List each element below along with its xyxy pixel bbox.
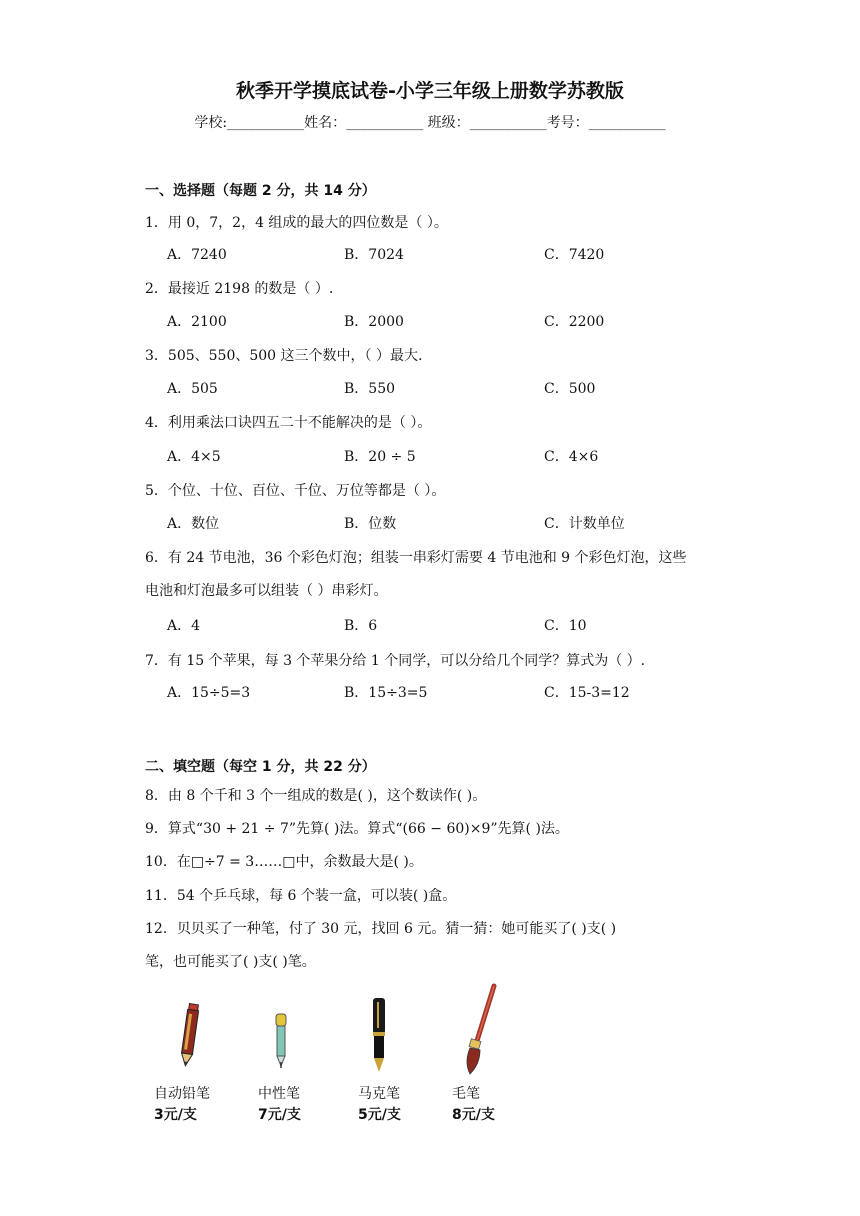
question-7-option-c: C．15-3=12 bbox=[544, 685, 630, 701]
pen-name-gel-pen: 中性笔 bbox=[258, 1086, 300, 1102]
pen-price-mechanical-pencil: 3元/支 bbox=[154, 1107, 197, 1123]
question-5-option-b: B．位数 bbox=[344, 516, 397, 532]
question-8: 8．由 8 个千和 3 个一组成的数是( )，这个数读作( )。 bbox=[145, 788, 487, 804]
pen-name-marker: 马克笔 bbox=[358, 1086, 400, 1102]
question-3-option-b: B．550 bbox=[344, 381, 396, 397]
brush-pen-icon bbox=[450, 982, 510, 1078]
question-12-line-2: 笔，也可能买了( )支( )笔。 bbox=[145, 954, 316, 970]
question-5-stem: 5．个位、十位、百位、千位、万位等都是（ ）。 bbox=[145, 483, 446, 499]
question-7-option-b: B．15÷3=5 bbox=[344, 685, 428, 701]
question-3-option-a: A．505 bbox=[167, 381, 218, 397]
question-6-stem: 6．有 24 节电池，36 个彩色灯泡；组装一串彩灯需要 4 节电池和 9 个彩色灯泡，这些 bbox=[145, 550, 687, 566]
marker-pen-icon bbox=[364, 996, 394, 1074]
question-4-option-a: A．4×5 bbox=[167, 449, 221, 465]
gel-pen-icon bbox=[266, 1012, 296, 1070]
question-6-option-a: A．4 bbox=[167, 618, 201, 634]
question-1-option-a: A．7240 bbox=[167, 247, 227, 263]
question-4-option-b: B．20 ÷ 5 bbox=[344, 449, 416, 465]
pen-price-gel-pen: 7元/支 bbox=[258, 1107, 301, 1123]
pen-name-brush: 毛笔 bbox=[452, 1086, 480, 1102]
question-3-stem: 3．505、550、500 这三个数中，（ ）最大. bbox=[145, 348, 423, 364]
section1-heading: 一、选择题（每题 2 分，共 14 分） bbox=[145, 183, 376, 199]
student-info-line: 学校:___________姓名：___________ 班级：___________考号：___________ bbox=[194, 115, 666, 131]
question-6-option-c: C．10 bbox=[544, 618, 587, 634]
question-9: 9．算式“30 + 21 ÷ 7”先算( )法。算式“(66 − 60)×9”先算( )法。 bbox=[145, 821, 569, 837]
question-2-option-a: A．2100 bbox=[167, 314, 227, 330]
question-11: 11．54 个乒乓球，每 6 个装一盒，可以装( )盒。 bbox=[145, 888, 457, 904]
question-6-option-b: B．6 bbox=[344, 618, 378, 634]
question-1-stem: 1．用 0，7，2，4 组成的最大的四位数是（ ）。 bbox=[145, 215, 448, 231]
question-5-option-a: A．数位 bbox=[167, 516, 220, 532]
exam-title: 秋季开学摸底试卷-小学三年级上册数学苏教版 bbox=[236, 80, 624, 102]
question-12-line-1: 12．贝贝买了一种笔，付了 30 元，找回 6 元。猜一猜：她可能买了( )支( ) bbox=[145, 921, 617, 937]
question-2-option-c: C．2200 bbox=[544, 314, 605, 330]
question-2-option-b: B．2000 bbox=[344, 314, 404, 330]
question-1-option-c: C．7420 bbox=[544, 247, 605, 263]
pen-price-marker: 5元/支 bbox=[358, 1107, 401, 1123]
question-2-stem: 2．最接近 2198 的数是（ ）. bbox=[145, 281, 334, 297]
question-7-stem: 7．有 15 个苹果，每 3 个苹果分给 1 个同学，可以分给几个同学？算式为（ ）. bbox=[145, 653, 646, 669]
section2-heading: 二、填空题（每空 1 分，共 22 分） bbox=[145, 759, 376, 775]
question-6-stem-continued: 电池和灯泡最多可以组装（ ）串彩灯。 bbox=[145, 583, 388, 599]
pen-price-brush: 8元/支 bbox=[452, 1107, 495, 1123]
question-7-option-a: A．15÷5=3 bbox=[167, 685, 251, 701]
question-3-option-c: C．500 bbox=[544, 381, 596, 397]
question-1-option-b: B．7024 bbox=[344, 247, 404, 263]
question-5-option-c: C．计数单位 bbox=[544, 516, 625, 532]
question-10: 10．在□÷7 = 3……□中，余数最大是( )。 bbox=[145, 854, 423, 870]
question-4-option-c: C．4×6 bbox=[544, 449, 599, 465]
question-4-stem: 4．利用乘法口诀四五二十不能解决的是（ ）。 bbox=[145, 415, 432, 431]
mechanical-pencil-icon bbox=[172, 1000, 208, 1072]
pen-name-mechanical-pencil: 自动铅笔 bbox=[154, 1086, 210, 1102]
